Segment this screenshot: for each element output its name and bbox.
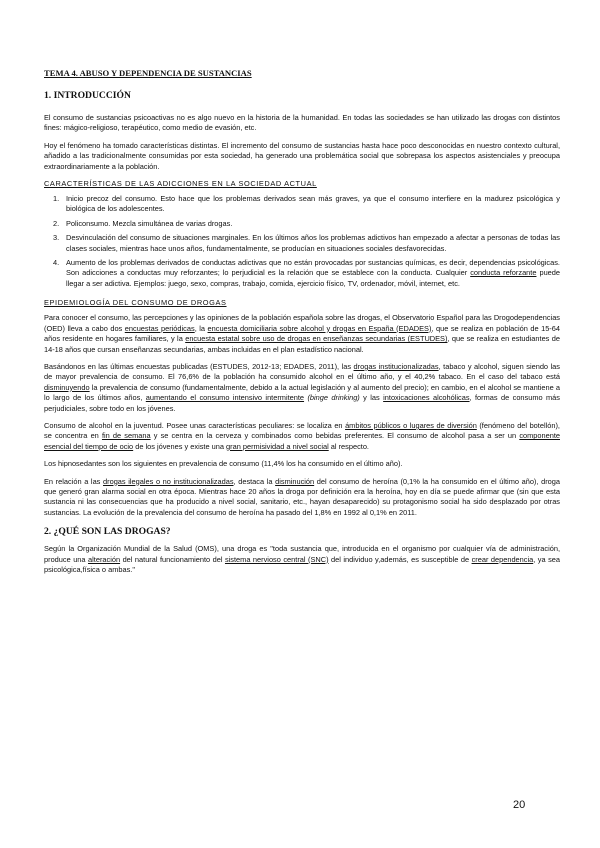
intro-paragraph-1: El consumo de sustancias psicoactivas no es algo nuevo en la historia de la humanidad. En todas las sociedades se han utilizado las drogas con distintos fines: mágico-religioso, terapéutico, como medio de evasión, etc.: [44, 113, 560, 133]
chapter-title: TEMA 4. ABUSO Y DEPENDENCIA DE SUSTANCIAS: [44, 68, 252, 78]
page-number: 20: [513, 799, 526, 811]
characteristics-heading: CARACTERÍSTICAS DE LAS ADICCIONES EN LA SOCIEDAD ACTUAL: [44, 179, 317, 189]
epidemiology-paragraph-1: Para conocer el consumo, las percepciones y las opiniones de la población española sobre las drogas, el Observatorio Español para las Drogodependencias (OED) lleva a cabo dos encuestas periódicas, la encuesta domiciliaria sobre alcohol y drogas en España (EDADES), que se realiza en población de 15-64 años residente en hogares familiares, y la encuesta estatal sobre uso de drogas en enseñanzas secundarias (ESTUDES), que se realiza en estudiantes de 14-18 años que cursan enseñanzas secundarias, ambas incluidas en el plan estadístico nacional.: [44, 313, 560, 354]
characteristics-list: [44, 194, 560, 289]
epidemiology-heading: EPIDEMIOLOGÍA DEL CONSUMO DE DROGAS: [44, 298, 227, 308]
section-heading-introduction: 1. INTRODUCCIÓN: [44, 90, 131, 101]
list-item: 4. Aumento de los problemas derivados de conductas adictivas que no están provocadas por sustancias químicas, es decir, dependencias psicológicas. Son adicciones a conductas muy reforzantes; lo perjudicial es la relación que se establece con la conducta. Cualquier conducta reforzante puede llegar a ser adictiva. Ejemplos: juego, sexo, compras, trabajo, comida, ejercicio físico, TV, ordenador, móvil, internet, etc.: [53, 258, 561, 288]
epidemiology-paragraph-3: Consumo de alcohol en la juventud. Posee unas características peculiares: se localiza en ámbitos públicos o lugares de diversión (fenómeno del botellón), se concentra en fin de semana y se centra en la cerveza y combinados como bebidas preferentes. El consumo de alcohol pasa a ser un componente esencial del tiempo de ocio de los jóvenes y existe una gran permisividad a nivel social al respecto.: [44, 420, 560, 451]
epidemiology-paragraph-2: Basándonos en las últimas encuestas publicadas (ESTUDES, 2012-13; EDADES, 2011), las drogas institucionalizadas, tabaco y alcohol, siguen siendo las de mayor prevalencia de consumo. El 76,6% de la población ha consumido alcohol en el último año, y el 40,2% tabaco. En el caso del tabaco está disminuyendo la prevalencia de consumo (fundamentalmente, debido a la actual legislación y al aumento del precio); en cambio, en el alcohol se mantiene a lo largo de los últimos años, aumentando el consumo intensivo intermitente (binge drinking) y las intoxicaciones alcohólicas, formas de consumo más perjudiciales, sobre todo en los jóvenes.: [44, 361, 560, 413]
list-item: 2. Policonsumo. Mezcla simultánea de varias drogas.: [53, 218, 233, 228]
list-item: 3. Desvinculación del consumo de situaciones marginales. En los últimos años los problemas adictivos han empezado a afectar a personas de todas las clases sociales, mientras hace unos años, fundamentalmente, se producían en situaciones sociales desfavorecidas.: [53, 233, 560, 253]
section-heading-what-are-drugs: 2. ¿QUÉ SON LAS DROGAS?: [44, 526, 171, 538]
page-content: [44, 68, 560, 582]
epidemiology-paragraph-5: En relación a las drogas ilegales o no institucionalizadas, destaca la disminución del consumo de heroína (0,1% la ha consumido en el último año), droga que generó gran alarma social en otra época. Mientras hace 20 años la droga por definición era la heroína, hoy en día se puede afirmar que (sin que esta sustancia ni las consecuencias que ha producido a nivel social, sanitario, etc., hayan desaparecido) su protagonismo social ha sido desplazado por otras sustancias. La evolución de la prevalencia del consumo de heroína ha pasado del 1,8% en 1992 al 0,1% en 2011.: [44, 476, 560, 517]
intro-paragraph-2: Hoy el fenómeno ha tomado características distintas. El incremento del consumo de sustancias hasta hace poco desconocidas en nuestro contexto cultural, añadido a las tradicionalmente consumidas por esta sociedad, ha generado una problemática social que sobrepasa los aspectos asistenciales y preocupa extraordinariamente a la población.: [44, 140, 560, 171]
epidemiology-paragraph-4: Los hipnosedantes son los siguientes en prevalencia de consumo (11,4% los ha consumido en el último año).: [44, 459, 403, 469]
list-item: 1. Inicio precoz del consumo. Esto hace que los problemas derivados sean más graves, ya que el consumo interfiere en la madurez psicológica y biológica de los adolescentes.: [53, 194, 560, 214]
drugs-definition-paragraph: Según la Organización Mundial de la Salud (OMS), una droga es "toda sustancia que, introducida en el organismo por cualquier vía de administración, produce una alteración del natural funcionamiento del sistema nervioso central (SNC) del individuo y,además, es susceptible de crear dependencia, ya sea psicológica,física o ambas.": [44, 544, 560, 574]
